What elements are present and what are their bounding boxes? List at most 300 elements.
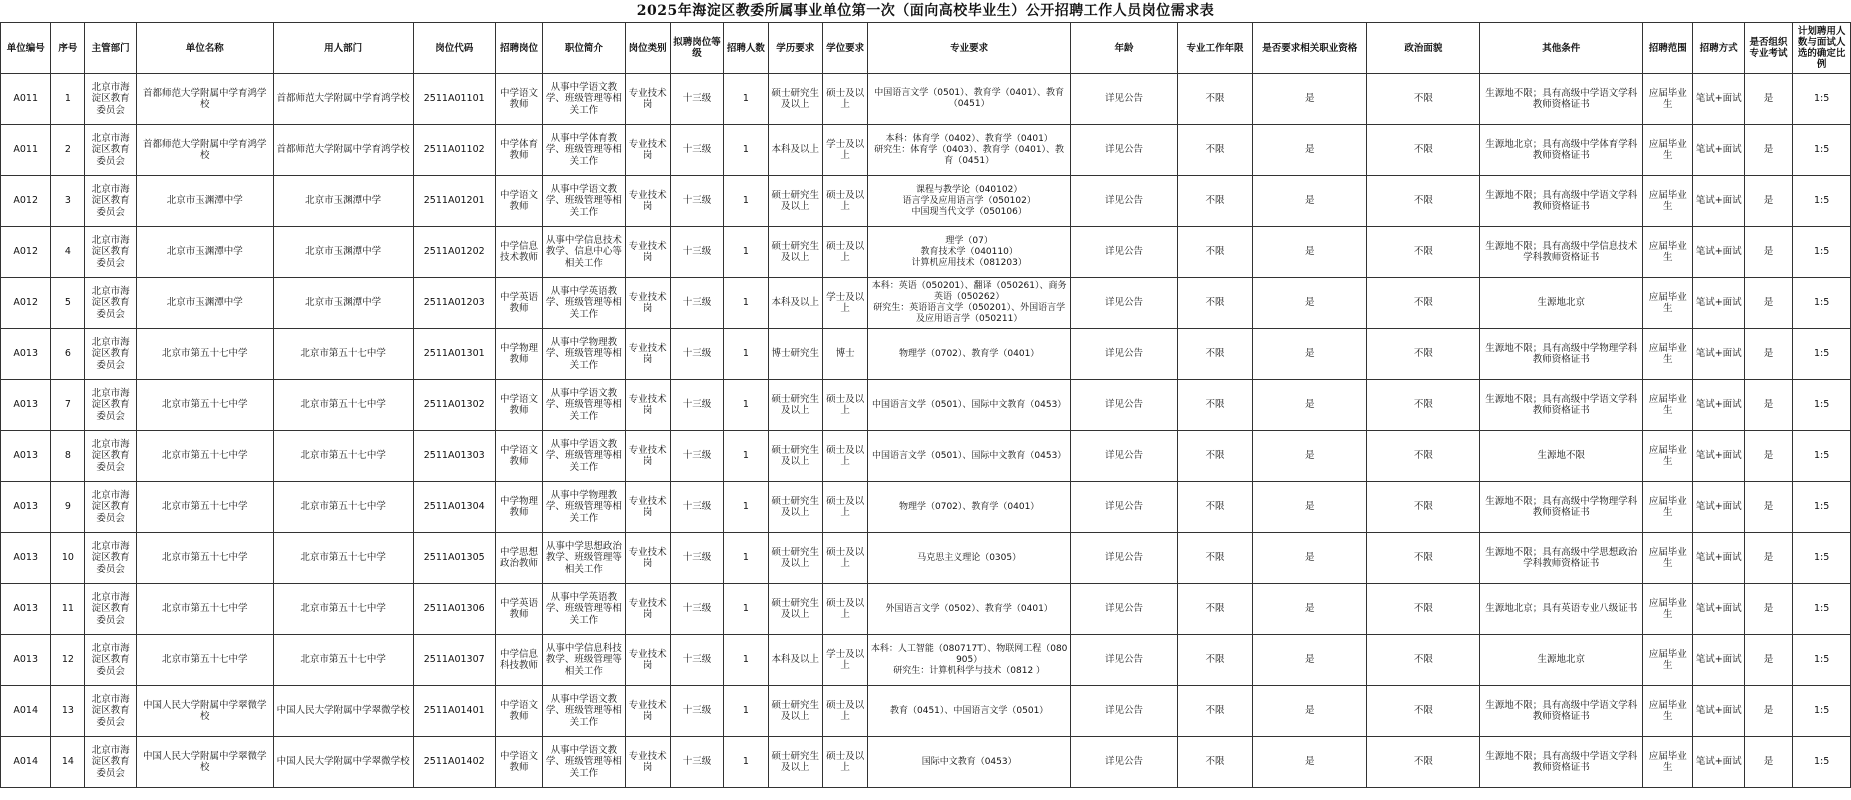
- table-cell: 不限: [1367, 380, 1480, 431]
- table-cell: 1:5: [1793, 74, 1851, 125]
- table-cell: 中学信息科技教师: [495, 635, 542, 686]
- column-header: 用人部门: [273, 23, 413, 74]
- table-row: [1, 737, 1851, 788]
- table-cell: 硕士及以上: [823, 74, 868, 125]
- table-cell: 中学思想政治教师: [495, 533, 542, 584]
- table-cell: 中国人民大学附属中学翠微学校: [136, 737, 273, 788]
- table-cell: 笔试+面试: [1693, 431, 1744, 482]
- table-cell: 2511A01305: [413, 533, 495, 584]
- table-cell: 不限: [1367, 737, 1480, 788]
- table-row: [1, 431, 1851, 482]
- table-cell: 不限: [1178, 227, 1253, 278]
- table-cell: A013: [1, 482, 51, 533]
- table-cell: 不限: [1178, 329, 1253, 380]
- column-header: 专业要求: [868, 23, 1071, 74]
- table-row: [1, 686, 1851, 737]
- table-cell: 中学语文教师: [495, 737, 542, 788]
- table-cell: 硕士研究生及以上: [768, 737, 823, 788]
- table-cell: 笔试+面试: [1693, 227, 1744, 278]
- table-cell: 北京市玉渊潭中学: [273, 227, 413, 278]
- table-row: [1, 533, 1851, 584]
- table-cell: 1: [724, 635, 768, 686]
- table-cell: 不限: [1367, 329, 1480, 380]
- table-cell: 生源地不限: [1480, 431, 1643, 482]
- table-cell: 中国语言文学（0501）、教育学（0401）、教育（0451）: [868, 74, 1071, 125]
- table-cell: 是: [1253, 635, 1367, 686]
- table-cell: 2511A01201: [413, 176, 495, 227]
- table-cell: 十三级: [670, 431, 724, 482]
- table-cell: 中国人民大学附属中学翠微学校: [273, 686, 413, 737]
- table-cell: 北京市海淀区教育委员会: [85, 125, 136, 176]
- table-row: [1, 74, 1851, 125]
- table-cell: 不限: [1178, 584, 1253, 635]
- table-cell: 笔试+面试: [1693, 737, 1744, 788]
- column-header: 专业工作年限: [1178, 23, 1253, 74]
- table-cell: 笔试+面试: [1693, 482, 1744, 533]
- table-cell: 不限: [1178, 686, 1253, 737]
- table-cell: 北京市海淀区教育委员会: [85, 74, 136, 125]
- table-cell: 笔试+面试: [1693, 176, 1744, 227]
- table-cell: 是: [1253, 176, 1367, 227]
- table-cell: 硕士研究生及以上: [768, 686, 823, 737]
- table-cell: 硕士研究生及以上: [768, 176, 823, 227]
- table-cell: 是: [1744, 635, 1792, 686]
- table-cell: 2511A01202: [413, 227, 495, 278]
- table-cell: 应届毕业生: [1643, 380, 1693, 431]
- table-cell: 十三级: [670, 635, 724, 686]
- table-cell: 教育（0451）、中国语言文学（0501）: [868, 686, 1071, 737]
- table-row: [1, 329, 1851, 380]
- table-cell: 是: [1253, 482, 1367, 533]
- table-cell: 硕士研究生及以上: [768, 380, 823, 431]
- table-row: [1, 635, 1851, 686]
- table-cell: 6: [51, 329, 85, 380]
- table-cell: 中学语文教师: [495, 380, 542, 431]
- table-cell: A013: [1, 329, 51, 380]
- table-cell: 从事中学语文教学、班级管理等相关工作: [543, 380, 625, 431]
- table-cell: 中国人民大学附属中学翠微学校: [136, 686, 273, 737]
- column-header: 主管部门: [85, 23, 136, 74]
- table-cell: 10: [51, 533, 85, 584]
- table-cell: 12: [51, 635, 85, 686]
- table-cell: 硕士及以上: [823, 686, 868, 737]
- table-cell: 北京市玉渊潭中学: [273, 176, 413, 227]
- table-cell: 首都师范大学附属中学育鸿学校: [273, 125, 413, 176]
- table-cell: 1:5: [1793, 380, 1851, 431]
- table-cell: 北京市玉渊潭中学: [136, 278, 273, 329]
- table-cell: 详见公告: [1071, 686, 1178, 737]
- table-cell: 不限: [1178, 380, 1253, 431]
- table-cell: 是: [1744, 737, 1792, 788]
- table-cell: 9: [51, 482, 85, 533]
- table-cell: 详见公告: [1071, 176, 1178, 227]
- table-cell: 不限: [1178, 176, 1253, 227]
- table-cell: 1: [724, 584, 768, 635]
- table-cell: 本科：英语（050201）、翻译（050261）、商务英语（050262） 研究生：英语语言文学（050201）、外国语言学及应用语言学（050211）: [868, 278, 1071, 329]
- table-cell: 从事中学语文教学、班级管理等相关工作: [543, 176, 625, 227]
- table-cell: 是: [1744, 278, 1792, 329]
- column-header: 职位简介: [543, 23, 625, 74]
- table-cell: 详见公告: [1071, 125, 1178, 176]
- job-requirements-table: [0, 22, 1851, 788]
- table-row: [1, 176, 1851, 227]
- table-cell: 中学语文教师: [495, 176, 542, 227]
- table-cell: 应届毕业生: [1643, 431, 1693, 482]
- table-cell: 博士研究生: [768, 329, 823, 380]
- table-cell: 北京市第五十七中学: [136, 533, 273, 584]
- table-cell: 北京市海淀区教育委员会: [85, 533, 136, 584]
- table-cell: A013: [1, 431, 51, 482]
- table-cell: 不限: [1178, 482, 1253, 533]
- table-cell: A014: [1, 737, 51, 788]
- table-cell: 北京市海淀区教育委员会: [85, 431, 136, 482]
- table-cell: 北京市海淀区教育委员会: [85, 737, 136, 788]
- table-cell: 十三级: [670, 686, 724, 737]
- table-cell: 不限: [1367, 74, 1480, 125]
- table-cell: 从事中学英语教学、班级管理等相关工作: [543, 584, 625, 635]
- column-header: 招聘人数: [724, 23, 768, 74]
- table-cell: 应届毕业生: [1643, 635, 1693, 686]
- table-cell: 应届毕业生: [1643, 737, 1693, 788]
- table-cell: 2511A01102: [413, 125, 495, 176]
- table-cell: 不限: [1367, 431, 1480, 482]
- table-cell: 1: [724, 125, 768, 176]
- table-cell: 北京市第五十七中学: [136, 584, 273, 635]
- table-cell: 是: [1744, 431, 1792, 482]
- table-cell: 硕士研究生及以上: [768, 584, 823, 635]
- column-header: 年龄: [1071, 23, 1178, 74]
- table-cell: 物理学（0702）、教育学（0401）: [868, 482, 1071, 533]
- table-cell: 不限: [1367, 125, 1480, 176]
- table-cell: 硕士研究生及以上: [768, 431, 823, 482]
- table-cell: 北京市第五十七中学: [136, 635, 273, 686]
- table-row: [1, 278, 1851, 329]
- table-cell: 十三级: [670, 533, 724, 584]
- column-header: 岗位代码: [413, 23, 495, 74]
- table-cell: 北京市海淀区教育委员会: [85, 278, 136, 329]
- table-cell: 应届毕业生: [1643, 482, 1693, 533]
- table-cell: A012: [1, 278, 51, 329]
- table-cell: 应届毕业生: [1643, 176, 1693, 227]
- column-header: 单位名称: [136, 23, 273, 74]
- column-header: 招聘范围: [1643, 23, 1693, 74]
- table-cell: 十三级: [670, 380, 724, 431]
- table-cell: 1:5: [1793, 737, 1851, 788]
- table-cell: 专业技术岗: [625, 125, 670, 176]
- table-cell: 从事中学体育教学、班级管理等相关工作: [543, 125, 625, 176]
- table-cell: 是: [1253, 329, 1367, 380]
- table-cell: 生源地北京: [1480, 278, 1643, 329]
- table-cell: 北京市第五十七中学: [136, 431, 273, 482]
- table-cell: A012: [1, 227, 51, 278]
- table-cell: 北京市第五十七中学: [273, 635, 413, 686]
- table-cell: 详见公告: [1071, 329, 1178, 380]
- table-cell: 硕士及以上: [823, 431, 868, 482]
- table-body: [1, 74, 1851, 788]
- table-cell: A013: [1, 584, 51, 635]
- table-cell: 生源地不限；具有高级中学物理学科教师资格证书: [1480, 482, 1643, 533]
- table-cell: 北京市第五十七中学: [136, 329, 273, 380]
- table-cell: 1: [51, 74, 85, 125]
- table-cell: 生源地不限；具有高级中学语文学科教师资格证书: [1480, 686, 1643, 737]
- table-cell: 生源地北京；具有英语专业八级证书: [1480, 584, 1643, 635]
- table-cell: 硕士研究生及以上: [768, 533, 823, 584]
- table-cell: 不限: [1178, 533, 1253, 584]
- table-cell: 是: [1253, 737, 1367, 788]
- table-cell: 中国人民大学附属中学翠微学校: [273, 737, 413, 788]
- table-cell: 从事中学思想政治教学、班级管理等相关工作: [543, 533, 625, 584]
- table-cell: 不限: [1178, 431, 1253, 482]
- table-cell: 笔试+面试: [1693, 584, 1744, 635]
- table-cell: 理学（07） 教育技术学（040110） 计算机应用技术（081203）: [868, 227, 1071, 278]
- table-cell: 北京市海淀区教育委员会: [85, 686, 136, 737]
- table-cell: 详见公告: [1071, 74, 1178, 125]
- table-cell: 1: [724, 278, 768, 329]
- table-cell: 北京市第五十七中学: [273, 482, 413, 533]
- table-cell: 2511A01101: [413, 74, 495, 125]
- table-cell: 不限: [1178, 737, 1253, 788]
- table-cell: A014: [1, 686, 51, 737]
- table-cell: 生源地不限；具有高级中学语文学科教师资格证书: [1480, 176, 1643, 227]
- table-cell: 1:5: [1793, 278, 1851, 329]
- table-cell: 中学物理教师: [495, 329, 542, 380]
- table-cell: 是: [1744, 176, 1792, 227]
- column-header: 学位要求: [823, 23, 868, 74]
- table-cell: 中学英语教师: [495, 584, 542, 635]
- table-cell: 是: [1253, 74, 1367, 125]
- table-cell: 1: [724, 227, 768, 278]
- table-cell: A011: [1, 74, 51, 125]
- table-cell: 专业技术岗: [625, 635, 670, 686]
- table-cell: 十三级: [670, 278, 724, 329]
- table-cell: 北京市海淀区教育委员会: [85, 176, 136, 227]
- table-cell: 8: [51, 431, 85, 482]
- table-cell: 笔试+面试: [1693, 380, 1744, 431]
- table-cell: 3: [51, 176, 85, 227]
- table-cell: 1: [724, 533, 768, 584]
- table-cell: 是: [1253, 380, 1367, 431]
- table-cell: 不限: [1367, 635, 1480, 686]
- table-cell: 11: [51, 584, 85, 635]
- table-cell: 首都师范大学附属中学育鸿学校: [136, 125, 273, 176]
- table-row: [1, 380, 1851, 431]
- table-cell: 首都师范大学附属中学育鸿学校: [136, 74, 273, 125]
- table-cell: 1: [724, 74, 768, 125]
- table-cell: 详见公告: [1071, 380, 1178, 431]
- table-cell: 应届毕业生: [1643, 227, 1693, 278]
- table-cell: 本科及以上: [768, 635, 823, 686]
- table-cell: 5: [51, 278, 85, 329]
- table-cell: A013: [1, 533, 51, 584]
- table-cell: 不限: [1367, 686, 1480, 737]
- table-cell: 不限: [1367, 278, 1480, 329]
- table-cell: 不限: [1367, 482, 1480, 533]
- table-cell: 从事中学物理教学、班级管理等相关工作: [543, 482, 625, 533]
- table-cell: 详见公告: [1071, 533, 1178, 584]
- table-cell: 北京市第五十七中学: [273, 431, 413, 482]
- table-cell: 北京市第五十七中学: [273, 329, 413, 380]
- table-cell: 物理学（0702）、教育学（0401）: [868, 329, 1071, 380]
- table-cell: 硕士研究生及以上: [768, 74, 823, 125]
- table-cell: 十三级: [670, 74, 724, 125]
- table-cell: 从事中学信息科技教学、班级管理等相关工作: [543, 635, 625, 686]
- table-cell: 北京市第五十七中学: [273, 584, 413, 635]
- table-cell: 北京市海淀区教育委员会: [85, 482, 136, 533]
- table-cell: 学士及以上: [823, 125, 868, 176]
- table-cell: 1:5: [1793, 329, 1851, 380]
- table-cell: 十三级: [670, 482, 724, 533]
- table-cell: 北京市海淀区教育委员会: [85, 227, 136, 278]
- table-cell: 专业技术岗: [625, 227, 670, 278]
- table-cell: 中学信息技术教师: [495, 227, 542, 278]
- table-cell: 从事中学语文教学、班级管理等相关工作: [543, 686, 625, 737]
- table-cell: 硕士研究生及以上: [768, 482, 823, 533]
- table-cell: 7: [51, 380, 85, 431]
- table-cell: 专业技术岗: [625, 686, 670, 737]
- table-cell: 1: [724, 737, 768, 788]
- table-cell: 笔试+面试: [1693, 329, 1744, 380]
- table-cell: 专业技术岗: [625, 584, 670, 635]
- table-cell: 是: [1744, 584, 1792, 635]
- table-cell: 从事中学物理教学、班级管理等相关工作: [543, 329, 625, 380]
- table-cell: 1: [724, 380, 768, 431]
- table-cell: 专业技术岗: [625, 329, 670, 380]
- table-cell: A011: [1, 125, 51, 176]
- table-cell: 应届毕业生: [1643, 125, 1693, 176]
- table-cell: 不限: [1178, 278, 1253, 329]
- table-cell: 笔试+面试: [1693, 635, 1744, 686]
- table-cell: 是: [1253, 431, 1367, 482]
- column-header: 招聘岗位: [495, 23, 542, 74]
- table-cell: 14: [51, 737, 85, 788]
- table-cell: 硕士及以上: [823, 584, 868, 635]
- table-cell: 1:5: [1793, 635, 1851, 686]
- table-cell: 生源地北京: [1480, 635, 1643, 686]
- table-cell: 2511A01307: [413, 635, 495, 686]
- table-cell: 十三级: [670, 329, 724, 380]
- table-cell: 笔试+面试: [1693, 278, 1744, 329]
- table-cell: 专业技术岗: [625, 431, 670, 482]
- table-cell: 应届毕业生: [1643, 74, 1693, 125]
- table-cell: 1:5: [1793, 686, 1851, 737]
- table-cell: 十三级: [670, 227, 724, 278]
- column-header: 是否要求相关职业资格: [1253, 23, 1367, 74]
- table-cell: 1:5: [1793, 584, 1851, 635]
- column-header: 岗位类别: [625, 23, 670, 74]
- table-cell: 硕士研究生及以上: [768, 227, 823, 278]
- table-cell: 中国语言文学（0501）、国际中文教育（0453）: [868, 380, 1071, 431]
- table-cell: 应届毕业生: [1643, 686, 1693, 737]
- table-cell: 不限: [1367, 176, 1480, 227]
- table-cell: 北京市第五十七中学: [136, 380, 273, 431]
- table-cell: 是: [1253, 686, 1367, 737]
- table-cell: 专业技术岗: [625, 533, 670, 584]
- table-cell: 首都师范大学附属中学育鸿学校: [273, 74, 413, 125]
- table-cell: 2: [51, 125, 85, 176]
- table-cell: 生源地不限；具有高级中学语文学科教师资格证书: [1480, 74, 1643, 125]
- table-cell: 北京市海淀区教育委员会: [85, 635, 136, 686]
- document-title: 2025年海淀区教委所属事业单位第一次（面向高校毕业生）公开招聘工作人员岗位需求表: [636, 3, 1215, 19]
- table-cell: 生源地不限；具有高级中学语文学科教师资格证书: [1480, 380, 1643, 431]
- table-cell: 本科及以上: [768, 125, 823, 176]
- table-cell: 1: [724, 329, 768, 380]
- table-cell: 1:5: [1793, 482, 1851, 533]
- table-cell: 笔试+面试: [1693, 686, 1744, 737]
- table-cell: 1:5: [1793, 533, 1851, 584]
- table-cell: 不限: [1178, 74, 1253, 125]
- table-cell: 生源地不限；具有高级中学思想政治学科教师资格证书: [1480, 533, 1643, 584]
- column-header: 计划聘用人数与面试人选的确定比例: [1793, 23, 1851, 74]
- table-cell: 2511A01301: [413, 329, 495, 380]
- table-cell: 是: [1253, 125, 1367, 176]
- table-cell: 生源地不限；具有高级中学物理学科教师资格证书: [1480, 329, 1643, 380]
- table-cell: 2511A01302: [413, 380, 495, 431]
- table-cell: 是: [1253, 533, 1367, 584]
- table-cell: 国际中文教育（0453）: [868, 737, 1071, 788]
- table-cell: 中国语言文学（0501）、国际中文教育（0453）: [868, 431, 1071, 482]
- table-cell: 北京市第五十七中学: [273, 380, 413, 431]
- table-cell: 十三级: [670, 737, 724, 788]
- table-cell: 不限: [1367, 227, 1480, 278]
- table-cell: 学士及以上: [823, 278, 868, 329]
- table-row: [1, 482, 1851, 533]
- table-cell: 详见公告: [1071, 431, 1178, 482]
- table-cell: 北京市海淀区教育委员会: [85, 584, 136, 635]
- table-cell: 北京市第五十七中学: [273, 533, 413, 584]
- table-cell: 详见公告: [1071, 584, 1178, 635]
- table-cell: 中学语文教师: [495, 74, 542, 125]
- column-header: 单位编号: [1, 23, 51, 74]
- table-cell: 详见公告: [1071, 737, 1178, 788]
- column-header: 是否组织专业考试: [1744, 23, 1792, 74]
- table-cell: 专业技术岗: [625, 482, 670, 533]
- table-cell: 1: [724, 431, 768, 482]
- table-cell: 北京市玉渊潭中学: [136, 227, 273, 278]
- table-cell: 本科：人工智能（080717T）、物联网工程（080905） 研究生：计算机科学与技术（0812 ）: [868, 635, 1071, 686]
- column-header: 政治面貌: [1367, 23, 1480, 74]
- table-cell: 专业技术岗: [625, 278, 670, 329]
- table-cell: 2511A01401: [413, 686, 495, 737]
- table-cell: 不限: [1178, 635, 1253, 686]
- table-cell: 2511A01304: [413, 482, 495, 533]
- table-cell: 中学语文教师: [495, 431, 542, 482]
- table-cell: 硕士及以上: [823, 176, 868, 227]
- table-cell: 应届毕业生: [1643, 584, 1693, 635]
- table-cell: 1: [724, 482, 768, 533]
- table-cell: 中学物理教师: [495, 482, 542, 533]
- table-cell: 马克思主义理论（0305）: [868, 533, 1071, 584]
- table-cell: 详见公告: [1071, 635, 1178, 686]
- table-cell: 从事中学语文教学、班级管理等相关工作: [543, 74, 625, 125]
- table-row: [1, 227, 1851, 278]
- table-cell: 不限: [1367, 533, 1480, 584]
- table-cell: 硕士及以上: [823, 380, 868, 431]
- table-cell: 详见公告: [1071, 227, 1178, 278]
- table-cell: 是: [1744, 125, 1792, 176]
- table-header-row: [1, 23, 1851, 74]
- table-cell: 北京市海淀区教育委员会: [85, 380, 136, 431]
- table-cell: 硕士及以上: [823, 533, 868, 584]
- table-cell: 硕士及以上: [823, 737, 868, 788]
- table-cell: 学士及以上: [823, 635, 868, 686]
- table-cell: 从事中学英语教学、班级管理等相关工作: [543, 278, 625, 329]
- table-cell: 从事中学信息技术教学、信息中心等相关工作: [543, 227, 625, 278]
- table-cell: 2511A01402: [413, 737, 495, 788]
- table-cell: 笔试+面试: [1693, 533, 1744, 584]
- table-cell: 1: [724, 176, 768, 227]
- table-cell: 笔试+面试: [1693, 125, 1744, 176]
- table-cell: 生源地不限；具有高级中学信息技术学科教师资格证书: [1480, 227, 1643, 278]
